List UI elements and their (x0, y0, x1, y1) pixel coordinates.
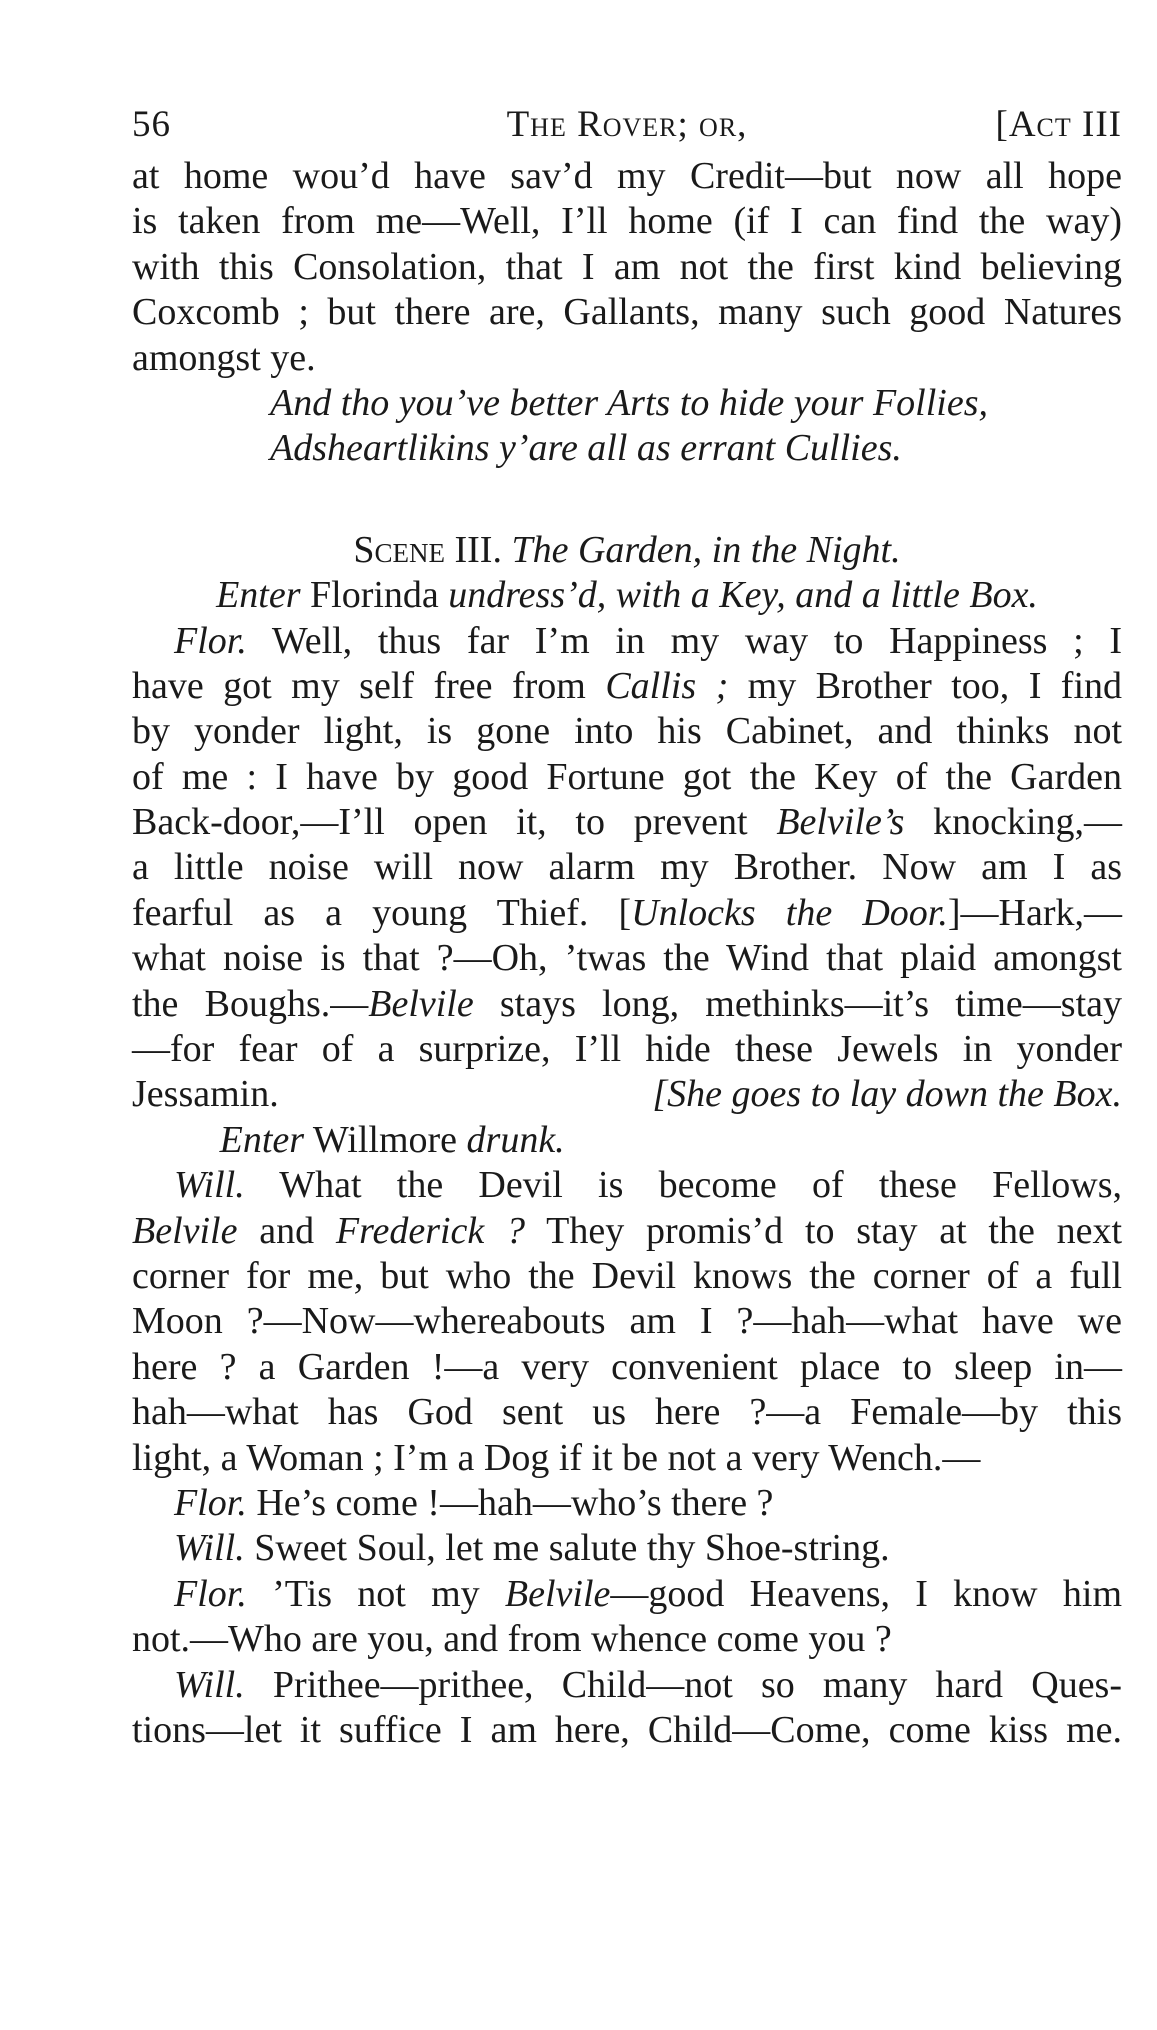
speech-florinda (132, 619, 1122, 1118)
stage-direction (132, 573, 1122, 618)
speech-text: They promis’d to stay at the next (546, 1209, 1123, 1252)
speaker-label: Flor. (174, 1481, 247, 1524)
speech-text: stays long, methinks—it’s time—stay (499, 982, 1122, 1025)
exit-direction: [She goes to lay down the Box. (652, 1073, 1122, 1116)
scene-number: Scene III. (353, 528, 502, 571)
speech-line (132, 1209, 1122, 1254)
speaker-label: Will. (174, 1527, 245, 1570)
text-line: amongst ye. (132, 336, 316, 379)
speaker-label: Flor. (174, 619, 247, 662)
speech-line (132, 664, 1122, 709)
speech-line: of me : I have by good Fortune got the Key of the Garden (132, 755, 1122, 798)
speech-line (132, 1663, 1122, 1708)
speech-line (132, 800, 1122, 845)
direction-detail: drunk. (466, 1118, 565, 1161)
italic-name: Belvile (504, 1572, 611, 1615)
speaker-label: Will. (174, 1663, 245, 1706)
speech-line: Moon ?—Now—whereabouts am I ?—hah—what have we (132, 1300, 1122, 1343)
running-header (132, 96, 1122, 154)
speech-text: knocking,— (933, 801, 1123, 844)
speech-line (132, 891, 1122, 936)
speech-text: Prithee—prithee, Child—not so many hard Ques- (272, 1663, 1122, 1706)
speech-text: ]—Hark,— (947, 891, 1122, 934)
speech-line: tions—let it suffice I am here, Child—Come, come kiss me. (132, 1708, 1122, 1751)
italic-name: Callis ; (605, 664, 729, 707)
speech-line (132, 1163, 1122, 1208)
direction-detail: undress’d, with a Key, and a little Box. (448, 574, 1038, 617)
opening-prose (132, 154, 1122, 381)
speech-line: not.—Who are you, and from whence come you ? (132, 1618, 892, 1661)
italic-name: Frederick ? (335, 1209, 526, 1252)
speech-willmore-reply (132, 1663, 1122, 1754)
speech-line: —for fear of a surprize, I’ll hide these Jewels in yonder (132, 1028, 1122, 1071)
speech-text: my Brother too, I find (747, 664, 1123, 707)
text-line: with this Consolation, that I am not the first kind believing (132, 245, 1122, 288)
speech-text: have got my self free from (132, 664, 586, 707)
scene-heading (132, 528, 1122, 573)
italic-name: Belvile (132, 1209, 238, 1252)
direction-enter: Enter (216, 574, 301, 617)
inline-direction: Unlocks the Door. (631, 891, 948, 934)
speech-text: Sweet Soul, let me salute thy Shoe-string. (254, 1527, 890, 1570)
speech-line (132, 1526, 1122, 1571)
verse-line: Adsheartlikins y’are all as errant Cullies. (270, 427, 902, 470)
speech-text: He’s come !—hah—who’s there ? (256, 1481, 774, 1524)
act-label: [Act III (995, 104, 1122, 145)
speech-line: hah—what has God sent us here ?—a Female—by this (132, 1391, 1122, 1434)
verse-line: And tho you’ve better Arts to hide your Follies, (270, 381, 988, 424)
speech-text: What the Devil is become of these Fellows, (279, 1164, 1122, 1207)
book-page (132, 96, 1122, 1753)
character-name: Willmore (312, 1118, 458, 1161)
spacer (132, 472, 1122, 520)
character-name: Florinda (310, 574, 439, 617)
direction-enter: Enter (219, 1118, 305, 1161)
speech-line (132, 1572, 1122, 1617)
text-line: at home wou’d have sav’d my Credit—but now all hope (132, 155, 1122, 197)
couplet (132, 381, 1122, 472)
italic-name: Belvile (368, 982, 474, 1025)
stage-direction (132, 1118, 1122, 1163)
running-title: The Rover; or, (506, 104, 748, 145)
speech-line: what noise is that ?—Oh, ’twas the Wind that plaid amongst (132, 937, 1122, 980)
speech-line (132, 982, 1122, 1027)
speaker-label: Will. (174, 1164, 245, 1207)
speaker-label: Flor. (174, 1572, 247, 1615)
speech-text: the Boughs.— (132, 982, 369, 1025)
speech-text: and (259, 1209, 315, 1252)
speech-text: fearful as a young Thief. [ (132, 891, 632, 934)
speech-line: a little noise will now alarm my Brother. Now am I as (132, 846, 1122, 889)
speech-text: Jessamin. (132, 1073, 279, 1116)
page-number: 56 (132, 104, 171, 145)
speech-text: Back-door,—I’ll open it, to prevent (132, 801, 748, 844)
speech-line: corner for me, but who the Devil knows the corner of a full (132, 1254, 1122, 1297)
speech-text: —good Heavens, I know him (610, 1572, 1123, 1615)
speech-line (132, 1481, 1122, 1526)
speech-line: light, a Woman ; I’m a Dog if it be not a very Wench.— (132, 1436, 981, 1479)
speech-line: here ? a Garden !—a very convenient place to sleep in— (132, 1345, 1122, 1388)
speech-willmore (132, 1163, 1122, 1481)
speech-line: by yonder light, is gone into his Cabinet, and thinks not (132, 710, 1122, 753)
speech-text: Well, thus far I’m in my way to Happiness ; I (271, 619, 1122, 662)
speech-line (132, 1072, 1122, 1117)
text-line: is taken from me—Well, I’ll home (if I can find the way) (132, 200, 1122, 243)
italic-name: Belvile’s (776, 801, 905, 844)
speech-text: ’Tis not my (272, 1572, 480, 1615)
speech-line (132, 619, 1122, 664)
text-line: Coxcomb ; but there are, Gallants, many such good Natures (132, 291, 1122, 334)
speech-florinda-reply (132, 1572, 1122, 1663)
scene-setting: The Garden, in the Night. (511, 528, 901, 571)
